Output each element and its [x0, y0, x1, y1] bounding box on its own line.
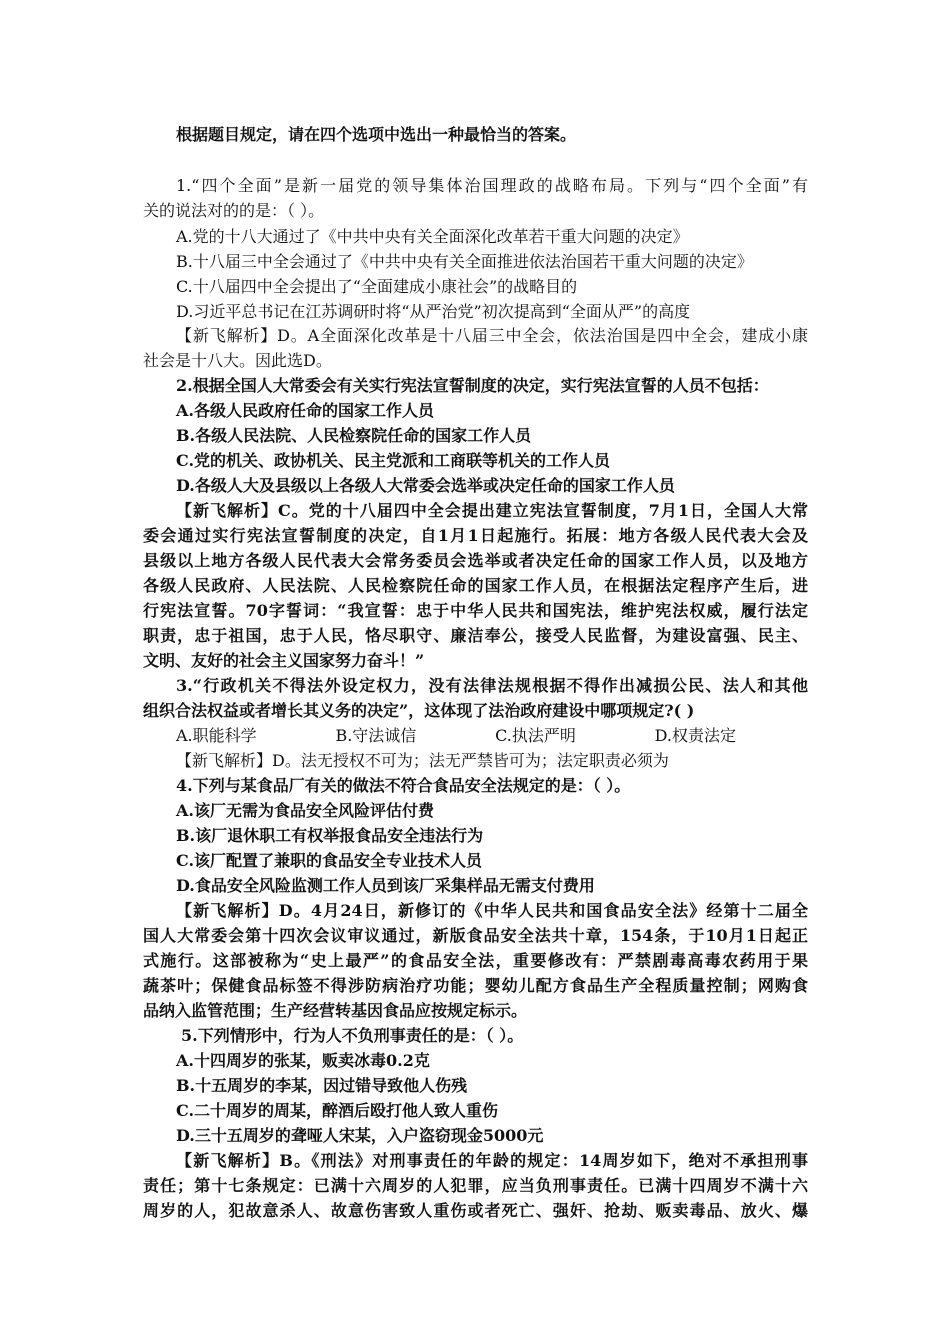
q4-option-d: D.食品安全风险监测工作人员到该厂采集样品无需支付费用	[176, 876, 595, 895]
q5-option-a: A.十四周岁的张某，贩卖冰毒0.2克	[176, 1051, 430, 1070]
q2-analysis-line5: 行宪法宣誓。70字誓词：“我宣誓：忠于中华人民共和国宪法，维护宪法权威，履行法定	[143, 601, 808, 620]
q2-analysis-line2: 委会通过实行宪法宣誓制度的决定，自1月1日起施行。拓展：地方各级人民代表大会及	[143, 526, 808, 545]
q1-option-a: A.党的十八大通过了《中共中央有关全面深化改革若干重大问题的决定》	[176, 227, 689, 246]
q5-analysis-line1: 【新飞解析】B。《刑法》对刑事责任的年龄的规定：14周岁如下，绝对不承担刑事	[176, 1151, 808, 1170]
q3-stem-line2: 组织合法权益或者增长其义务的决定”，这体现了法治政府建设中哪项规定?( )	[143, 701, 695, 720]
q2-analysis-line6: 职责，忠于祖国，忠于人民，恪尽职守、廉洁奉公，接受人民监督，为建设富强、民主、	[143, 626, 808, 645]
q5-analysis-line2: 责任；第十七条规定：已满十六周岁的人犯罪，应当负刑事责任。已满十四周岁不满十六	[143, 1176, 808, 1195]
q3-option-a: A.职能科学	[176, 726, 257, 745]
q4-option-c: C.该厂配置了兼职的食品安全专业技术人员	[176, 851, 483, 870]
q2-option-a: A.各级人民政府任命的国家工作人员	[176, 401, 434, 420]
q4-analysis-line1: 【新飞解析】D。4月24日，新修订的《中华人民共和国食品安全法》经第十二届全	[176, 901, 808, 920]
q2-analysis-line7: 文明、友好的社会主义国家努力奋斗！”	[143, 651, 425, 670]
q1-stem-line1: 1.“四个全面”是新一届党的领导集体治国理政的战略布局。下列与“四个全面”有	[176, 176, 808, 195]
q5-option-b: B.十五周岁的李某，因过错导致他人伤残	[176, 1076, 468, 1095]
q5-analysis-line3: 周岁的人，犯故意杀人、故意伤害致人重伤或者死亡、强奸、抢劫、贩卖毒品、放火、爆	[143, 1201, 808, 1220]
q2-analysis-line4: 各级人民政府、人民法院、人民检察院任命的国家工作人员，在根据法定程序产生后，进	[143, 576, 808, 595]
q1-analysis-line2: 社会是十八大。因此选D。	[143, 351, 332, 370]
q1-option-b: B.十八届三中全会通过了《中共中央有关全面推进依法治国若干重大问题的决定》	[176, 252, 753, 271]
q4-analysis-line5: 品纳入监管范围；生产经营转基因食品应按规定标示。	[143, 1001, 528, 1020]
q5-option-d: D.三十五周岁的聋哑人宋某，入户盗窃现金5000元	[176, 1126, 544, 1145]
q4-option-a: A.该厂无需为食品安全风险评估付费	[176, 801, 434, 820]
q1-stem-line2: 关的说法对的的是：（ ）。	[143, 201, 325, 220]
q4-analysis-line2: 国人大常委会第十四次会议审议通过，新版食品安全法共十章，154条，于10月1日起正	[143, 926, 808, 945]
q2-option-b: B.各级人民法院、人民检察院任命的国家工作人员	[176, 426, 532, 445]
q2-option-c: C.党的机关、政协机关、民主党派和工商联等机关的工作人员	[176, 451, 611, 470]
q3-analysis: 【新飞解析】D。法无授权不可为；法无严禁皆可为；法定职责必须为	[176, 751, 669, 770]
q2-analysis-line1: 【新飞解析】C。党的十八届四中全会提出建立宪法宣誓制度，7月1日，全国人大常	[176, 501, 808, 520]
q5-option-c: C.二十周岁的周某，醉酒后殴打他人致人重伤	[176, 1101, 499, 1120]
q4-analysis-line3: 式施行。这部被称为“史上最严”的食品安全法，重要修改有：严禁剧毒高毒农药用于果	[143, 951, 808, 970]
q4-analysis-line4: 蔬茶叶；保健食品标签不得涉防病治疗功能；婴幼儿配方食品生产全程质量控制；网购食	[143, 976, 808, 995]
instruction: 根据题目规定，请在四个选项中选出一种最恰当的答案。	[176, 125, 577, 144]
q3-stem-line1: 3.“行政机关不得法外设定权力，没有法律法规根据不得作出减损公民、法人和其他	[176, 676, 808, 695]
q1-option-c: C.十八届四中全会提出了“全面建成小康社会”的战略目的	[176, 277, 578, 296]
q2-stem: 2.根据全国人大常委会有关实行宪法宣誓制度的决定，实行宪法宣誓的人员不包括：	[176, 376, 769, 395]
q3-options	[176, 725, 736, 747]
q3-option-d: D.权责法定	[654, 726, 736, 745]
q3-option-c: C.执法严明	[495, 726, 576, 745]
q1-option-d: D.习近平总书记在江苏调研时将“从严治党”初次提高到“全面从严”的高度	[176, 302, 691, 321]
q3-option-b: B.守法诚信	[335, 726, 417, 745]
q5-stem: 5.下列情形中，行为人不负刑事责任的是：（ ）。	[181, 1026, 524, 1045]
q4-option-b: B.该厂退休职工有权举报食品安全违法行为	[176, 826, 484, 845]
q2-analysis-line3: 县级以上地方各级人民代表大会常务委员会选举或者决定任命的国家工作人员，以及地方	[143, 551, 808, 570]
q2-option-d: D.各级人大及县级以上各级人大常委会选举或决定任命的国家工作人员	[176, 476, 675, 495]
q1-analysis-line1: 【新飞解析】D。A全面深化改革是十八届三中全会，依法治国是四中全会，建成小康	[176, 326, 808, 345]
q4-stem: 4.下列与某食品厂有关的做法不符合食品安全法规定的是：（ ）。	[176, 776, 631, 795]
